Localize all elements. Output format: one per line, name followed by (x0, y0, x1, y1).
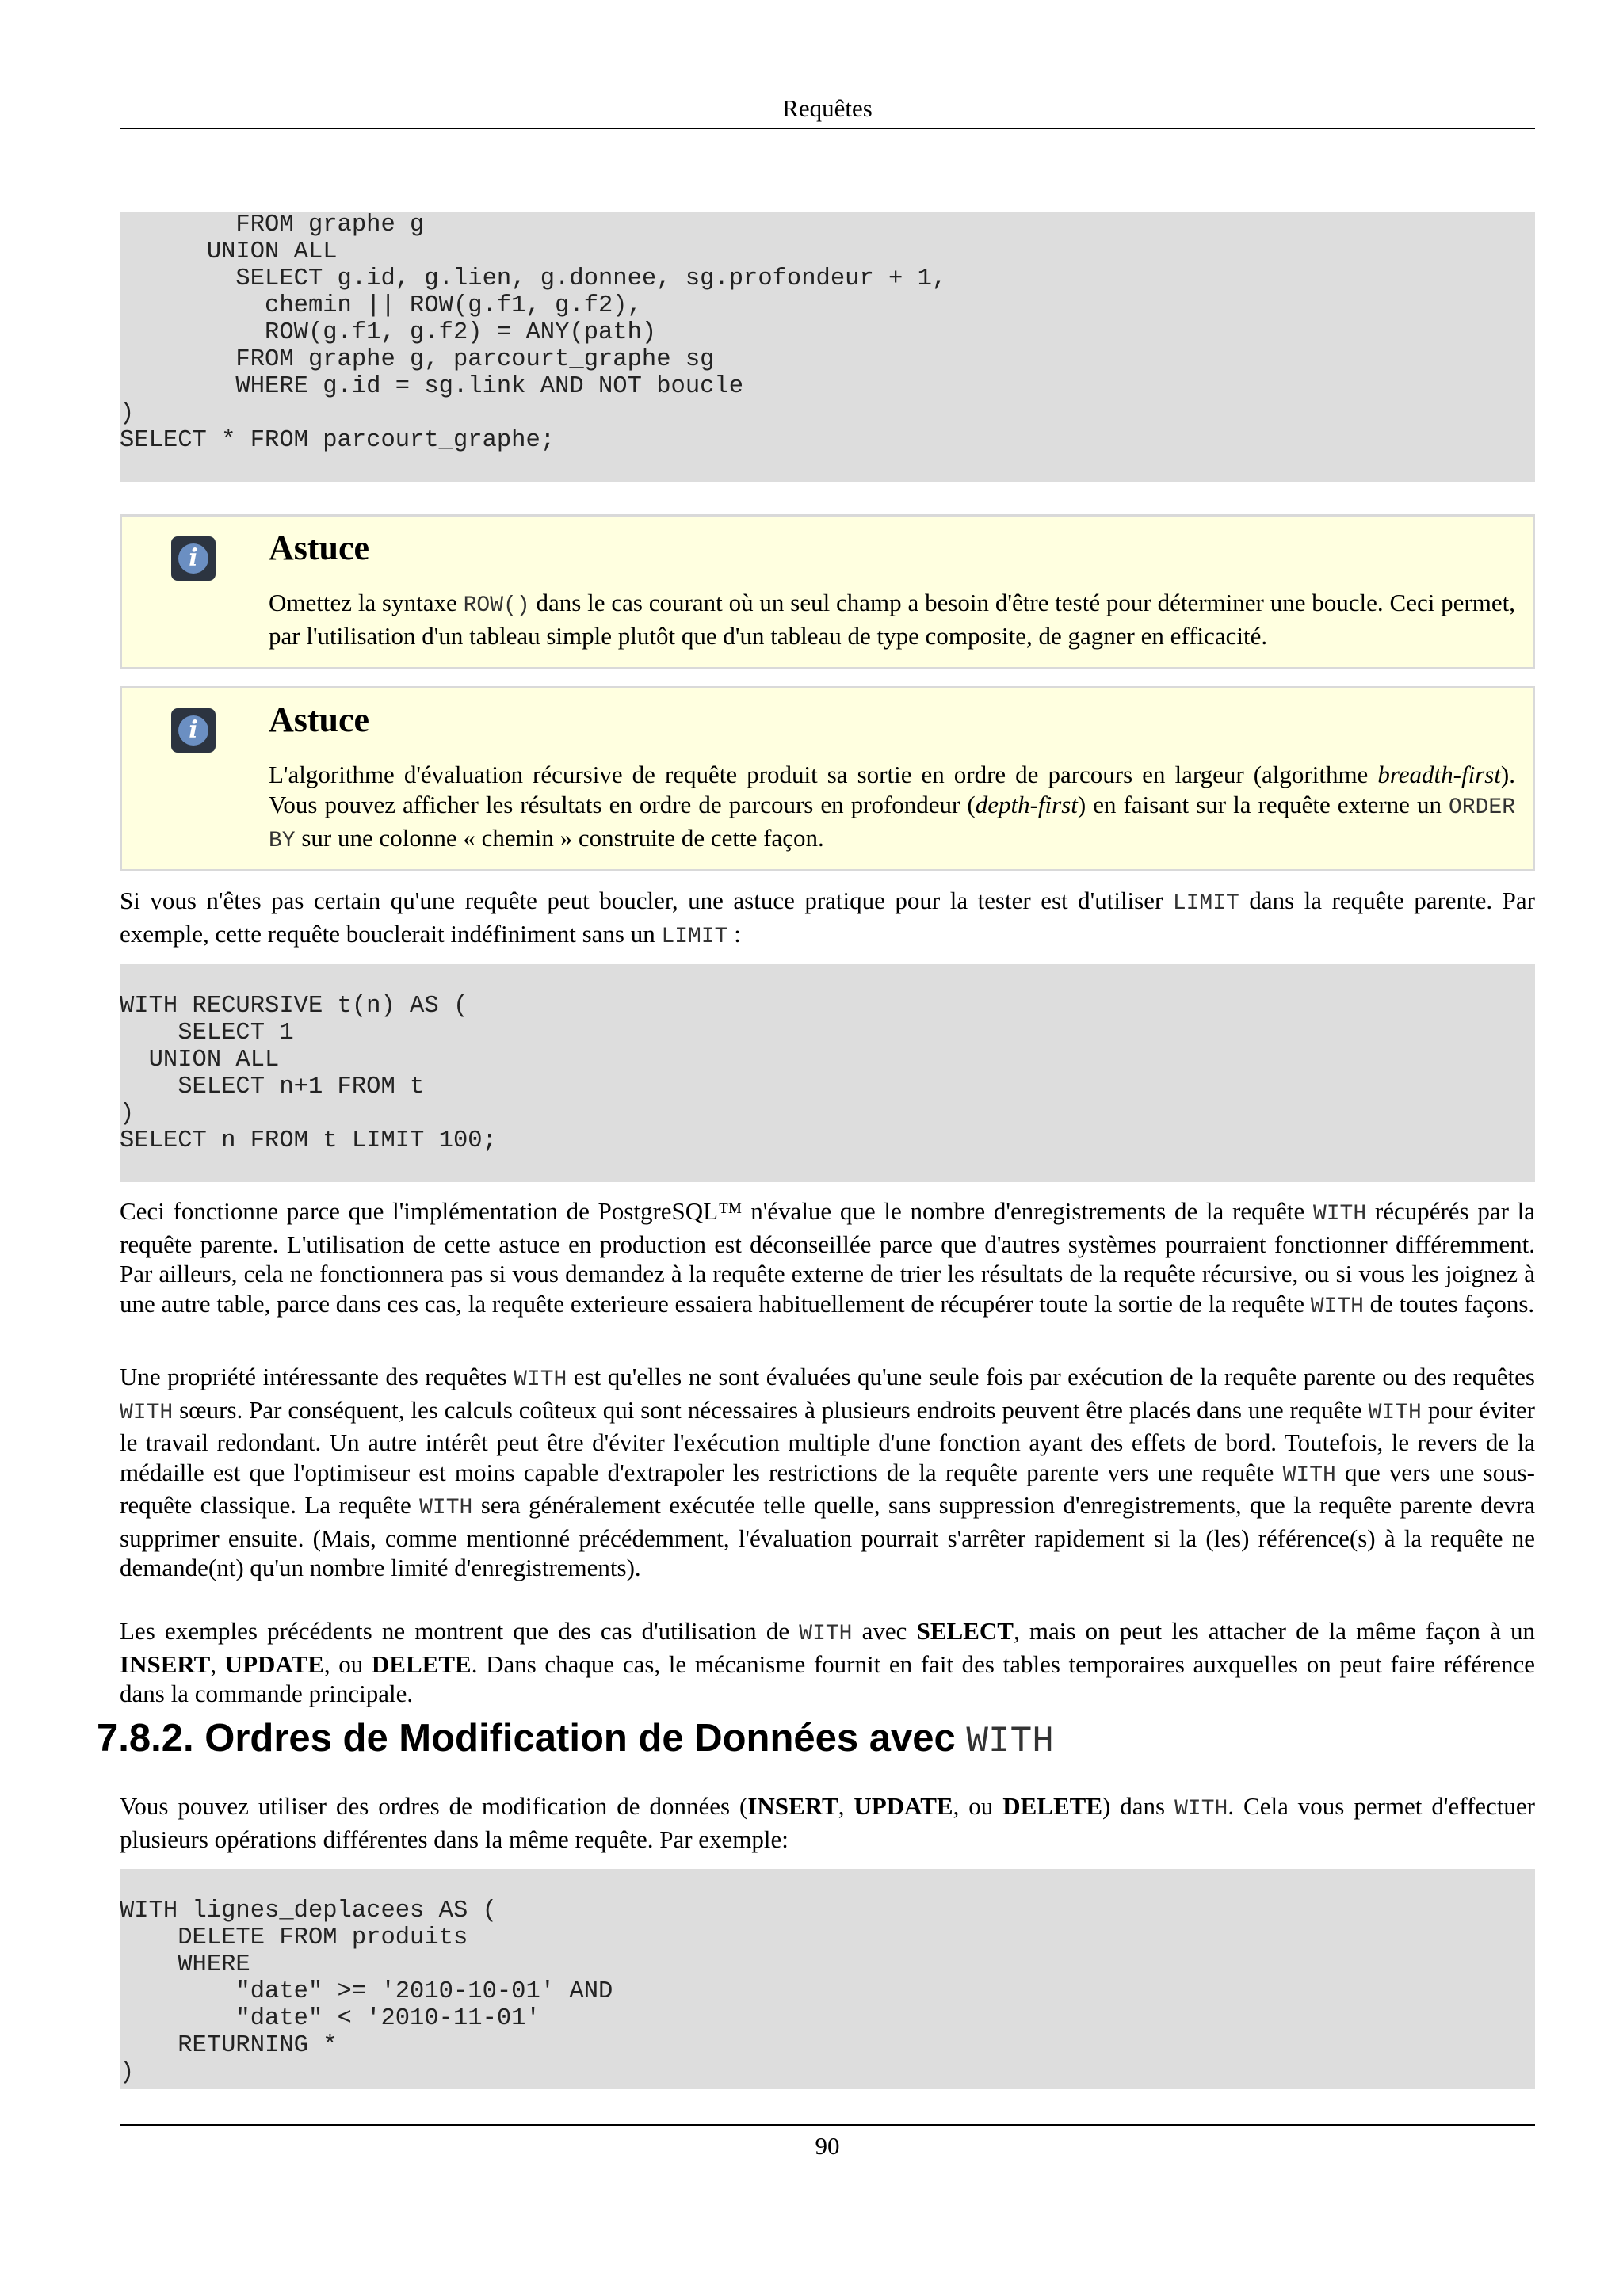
paragraph: Vous pouvez utiliser des ordres de modification de données (INSERT, UPDATE, ou DELETE) dans WITH. Cela vous permet d'effectuer plusieurs opérations différentes dans la même requête. Par exemple: (120, 1792, 1535, 1853)
code-line: WITH lignes_deplacees AS ( (120, 1897, 497, 1924)
page-number: 90 (815, 2132, 840, 2160)
code-line: chemin || ROW(g.f1, g.f2), (120, 292, 642, 319)
inline-code: WITH (419, 1496, 473, 1520)
code-line: UNION ALL (120, 1047, 280, 1074)
code-line: "date" >= '2010-10-01' AND (120, 1978, 613, 2005)
code-line: SELECT n FROM t LIMIT 100; (120, 1127, 497, 1154)
tip-text: Omettez la syntaxe ROW() dans le cas courant où un seul champ a besoin d'être testé pour déterminer une boucle. Ceci permet, par l'utilisation d'un tableau simple plutôt que d'un tableau de type composite, de gagner en efficacité. (269, 589, 1515, 650)
code-line: ) (120, 2059, 135, 2086)
tip-box-breadth-first (120, 686, 1535, 871)
inline-code: LIMIT (1172, 891, 1239, 916)
tip-title: Astuce (269, 528, 370, 567)
info-icon: i (171, 708, 216, 753)
footer-rule (120, 2124, 1535, 2126)
code-line: RETURNING * (120, 2032, 338, 2059)
code-block-delete-returning (120, 1869, 1535, 2089)
inline-code: WITH (1282, 1463, 1336, 1488)
code-line: SELECT * FROM parcourt_graphe; (120, 427, 556, 454)
inline-code: WITH (799, 1622, 853, 1646)
code-line: SELECT g.id, g.lien, g.donnee, sg.profondeur + 1, (120, 265, 947, 292)
inline-code: LIMIT (661, 924, 728, 949)
paragraph: Si vous n'êtes pas certain qu'une requête peut boucler, une astuce pratique pour la tester est d'utiliser LIMIT dans la requête parente. Par exemple, cette requête bouclerait indéfiniment sans un LIMIT : (120, 887, 1535, 949)
code-line: SELECT n+1 FROM t (120, 1074, 425, 1100)
code-line: WHERE g.id = sg.link AND NOT boucle (120, 373, 744, 400)
tip-title: Astuce (269, 700, 370, 739)
inline-code: WITH (120, 1400, 174, 1425)
inline-code: WITH (1368, 1400, 1422, 1425)
code-line: DELETE FROM produits (120, 1924, 468, 1951)
inline-code: ORDER BY (269, 795, 1516, 853)
info-icon: i (171, 536, 216, 581)
code-line: ROW(g.f1, g.f2) = ANY(path) (120, 319, 657, 346)
paragraph: Ceci fonctionne parce que l'implémentation de PostgreSQL™ n'évalue que le nombre d'enregistrements de la requête WITH récupérés par la requête parente. L'utilisation de cette astuce en production est déconseillée parce que d'autres systèmes pourraient fonctionner différemment. Par ailleurs, cela ne fonctionnera pas si vous demandez à la requête externe de trier les résultats de la requête récursive, ou si vous les joignez à une autre table, parce dans ces cas, la requête exterieure essaiera habituellement de récupérer toute la sortie de la requête WITH de toutes façons. (120, 1197, 1536, 1319)
code-line: "date" < '2010-11-01' (120, 2005, 540, 2032)
inline-code: WITH (514, 1367, 567, 1392)
section-heading: 7.8.2. Ordres de Modification de Données avec WITH (97, 1717, 1054, 1762)
code-line: WHERE (120, 1951, 250, 1978)
paragraph: Une propriété intéressante des requêtes WITH est qu'elles ne sont évaluées qu'une seule fois par exécution de la requête parente ou des requêtes WITH sœurs. Par conséquent, les calculs coûteux qui sont nécessaires à plusieurs endroits peuvent être placés dans une requête WITH pour éviter le travail redondant. Un autre intérêt peut être d'éviter l'exécution multiple d'une fonction ayant des effets de bord. Toutefois, le revers de la médaille est que l'optimiseur est moins capable d'extrapoler les restrictions de la requête parente vers une requête WITH que vers une sous-requête classique. La requête WITH sera généralement exécutée telle quelle, sans suppression d'enregistrements, que la requête parente devra supprimer ensuite. (Mais, comme mentionné précédemment, l'évaluation pourrait s'arrêter rapidement si la (les) référence(s) à la requête ne demande(nt) qu'un nombre limité d'enregistrements). (120, 1363, 1536, 1581)
paragraph: Les exemples précédents ne montrent que des cas d'utilisation de WITH avec SELECT, mais on peut les attacher de la même façon à un INSERT, UPDATE, ou DELETE. Dans chaque cas, le mécanisme fournit en fait des tables temporaires auxquelles on peut faire référence dans la commande principale. (120, 1617, 1536, 1707)
inline-code: ROW() (463, 593, 530, 618)
code-line: FROM graphe g (120, 212, 425, 238)
code-line: SELECT 1 (120, 1020, 294, 1047)
code-line: ) (120, 1100, 135, 1127)
code-line: ) (120, 400, 135, 427)
inline-code: WITH (1310, 1294, 1364, 1319)
code-line: WITH RECURSIVE t(n) AS ( (120, 993, 468, 1020)
inline-code: WITH (1312, 1202, 1367, 1226)
code-line: FROM graphe g, parcourt_graphe sg (120, 346, 715, 373)
running-header: Requêtes (782, 94, 873, 122)
header-rule (120, 128, 1535, 129)
code-block-recursive-graph (120, 212, 1535, 482)
tip-text: L'algorithme d'évaluation récursive de requête produit sa sortie en ordre de parcours en largeur (algorithme breadth-first). Vous pouvez afficher les résultats en ordre de parcours en profondeur (depth-first) en faisant sur la requête externe un ORDER BY sur une colonne « chemin » construite de cette façon. (269, 761, 1516, 853)
tip-box-row-syntax (120, 514, 1535, 669)
inline-code: WITH (1174, 1797, 1228, 1821)
code-line: UNION ALL (120, 238, 338, 265)
code-block-recursive-limit (120, 964, 1535, 1182)
